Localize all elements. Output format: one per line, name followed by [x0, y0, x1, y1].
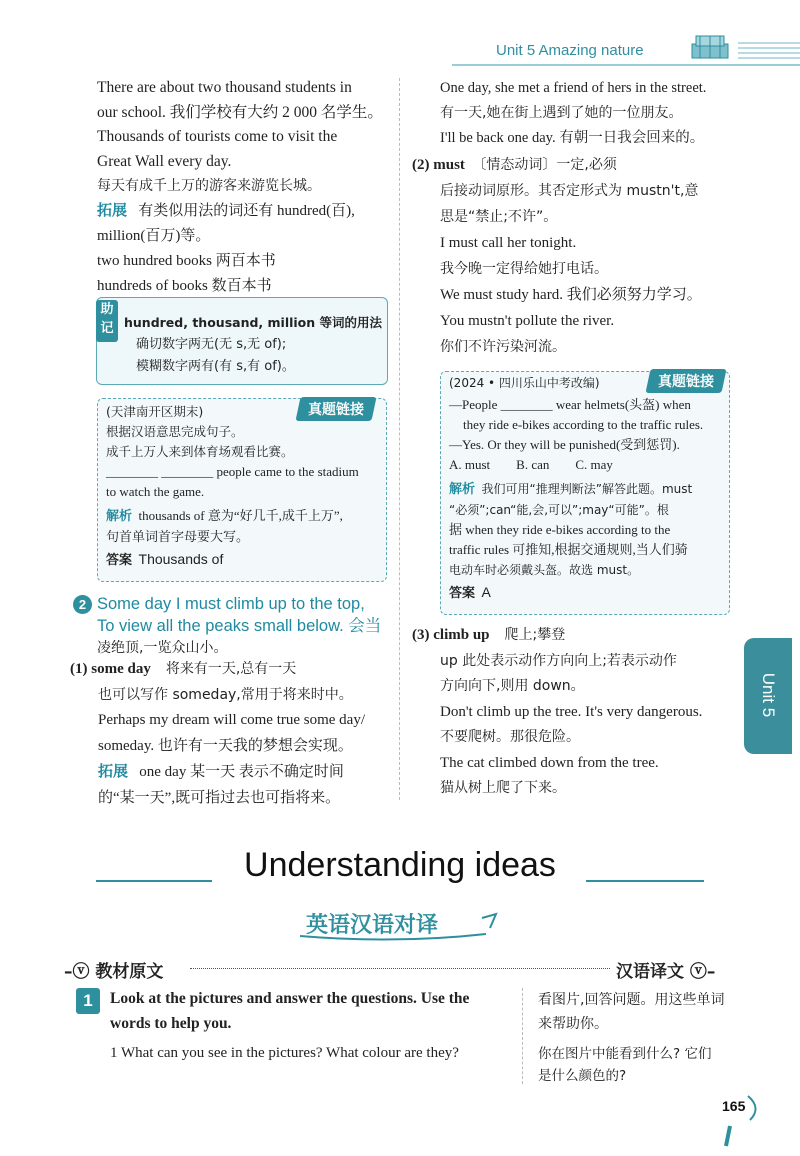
down-circle-icon: ⓥ — [72, 962, 90, 982]
book-stack-icon — [688, 32, 734, 62]
col-header-dotted-line — [190, 968, 610, 969]
col-right-header: 汉语译文 ⓥ– — [616, 962, 716, 982]
unit-side-tab-label: Unit 5 — [759, 672, 778, 718]
section-banner-text: 英语汉语对译 — [306, 913, 439, 938]
down-circle-icon-right: ⓥ — [689, 962, 707, 982]
exam-1-content: (天津南开区期末) 根据汉语意思完成句子。 成千上万人来到体育场观看比赛。 ________ ________ people came to the stadium to watch the game. 解析 thousands of 意为“好几千,成千上万”, 句首单词首字母要大写。 答案 Thousands of — [106, 404, 359, 568]
question-1-en: 1 What can you see in the pictures? What colour are they? — [110, 1045, 459, 1061]
point-2-text: Some day I must climb up to the top, To view all the peaks small below. 会当 凌绝顶,一览众山小。 — [97, 595, 382, 656]
exercise-instruction-en: Look at the pictures and answer the questions. Use the words to help you. — [110, 990, 470, 1032]
column-divider — [399, 78, 400, 800]
left-paragraph-1: There are about two thousand students in our school. 我们学校有大约 2 000 名学生。 Thousands of tourists come to visit the Great Wall every day. 每天有成千上万的游客来游览长城。 — [97, 79, 383, 194]
extension-1: 拓展 有类似用法的词还有 hundred(百), million(百万)等。 two hundred books 两百本书 hundreds of books 数百本书 — [97, 201, 355, 294]
sub-point-2: (2) must 〔情态动词〕一定,必须 后接动词原形。其否定形式为 mustn't,意 思是“禁止;不许”。 I must call her tonight. 我今晚一定得给她打电话。 We must study hard. 我们必须努力学习。 You mustn't pollute the river. 你们不许污染河流。 — [412, 157, 702, 355]
col-left-header: –ⓥ 教材原文 — [64, 962, 164, 982]
question-1-cn: 你在图片中能看到什么? 它们 是什么颜色的? — [538, 1046, 712, 1084]
right-paragraph-1: One day, she met a friend of hers in the street. 有一天,她在街上遇到了她的一位朋友。 I'll be back one day. 有朝一日我会回来的。 — [440, 80, 707, 146]
exam-2-content: (2024 • 四川乐山中考改编) —People ________ wear helmets(头盔) when they ride e-bikes according to the traffic rules. —Yes. Or they will be punished(受到惩罚). A. must B. can C. may 解析 我们可用“推理判断法”解答此题。must “必须”;can“能,会,可以”;may“可能”。根 据 when they ride e-bikes according to the traffic rules 可推知,根据交通规则,当人们骑 电动车时必须戴头盔。故选 must。 答案 A — [449, 376, 704, 601]
point-2-circle: 2 — [73, 595, 92, 614]
sub-point-1: (1) some day 将来有一天,总有一天 也可以写作 someday,常用于将来时中。 Perhaps my dream will come true some day/ someday. 也许有一天我的梦想会实现。 拓展 one day 某一天 表示不确定时间 的“某一天”,既可指过去也可指将来。 — [70, 661, 366, 806]
exercise-instruction-cn: 看图片,回答问题。用这些单词 来帮助你。 — [538, 992, 725, 1032]
unit-header: Unit 5 Amazing nature — [496, 42, 644, 59]
memo-tag: 助记 — [96, 300, 118, 342]
title-rule-left — [96, 880, 212, 882]
title-rule-right — [586, 880, 704, 882]
exam-badge-1: 真题链接 — [295, 397, 376, 421]
header-stripe — [452, 64, 800, 66]
exercise-number: 1 — [76, 988, 100, 1014]
extension-tag: 拓展 — [97, 201, 128, 219]
page-number: 165 — [722, 1098, 746, 1114]
section-title: Understanding ideas — [244, 846, 556, 884]
exam-badge-2: 真题链接 — [645, 369, 726, 393]
memo-text: hundred, thousand, million 等词的用法 确切数字两无(无 s,无 of); 模糊数字两有(有 s,有 of)。 — [124, 315, 383, 374]
page-number-curve — [718, 1094, 762, 1148]
sub-point-3: (3) climb up 爬上;攀登 up 此处表示动作方向向上;若表示动作 方向向下,则用 down。 Don't climb up the tree. It's very dangerous. 不要爬树。那很危险。 The cat climbed down from the tree. 猫从树上爬了下来。 — [412, 627, 703, 796]
translation-divider — [522, 988, 523, 1084]
header-lines-decoration — [738, 42, 800, 62]
